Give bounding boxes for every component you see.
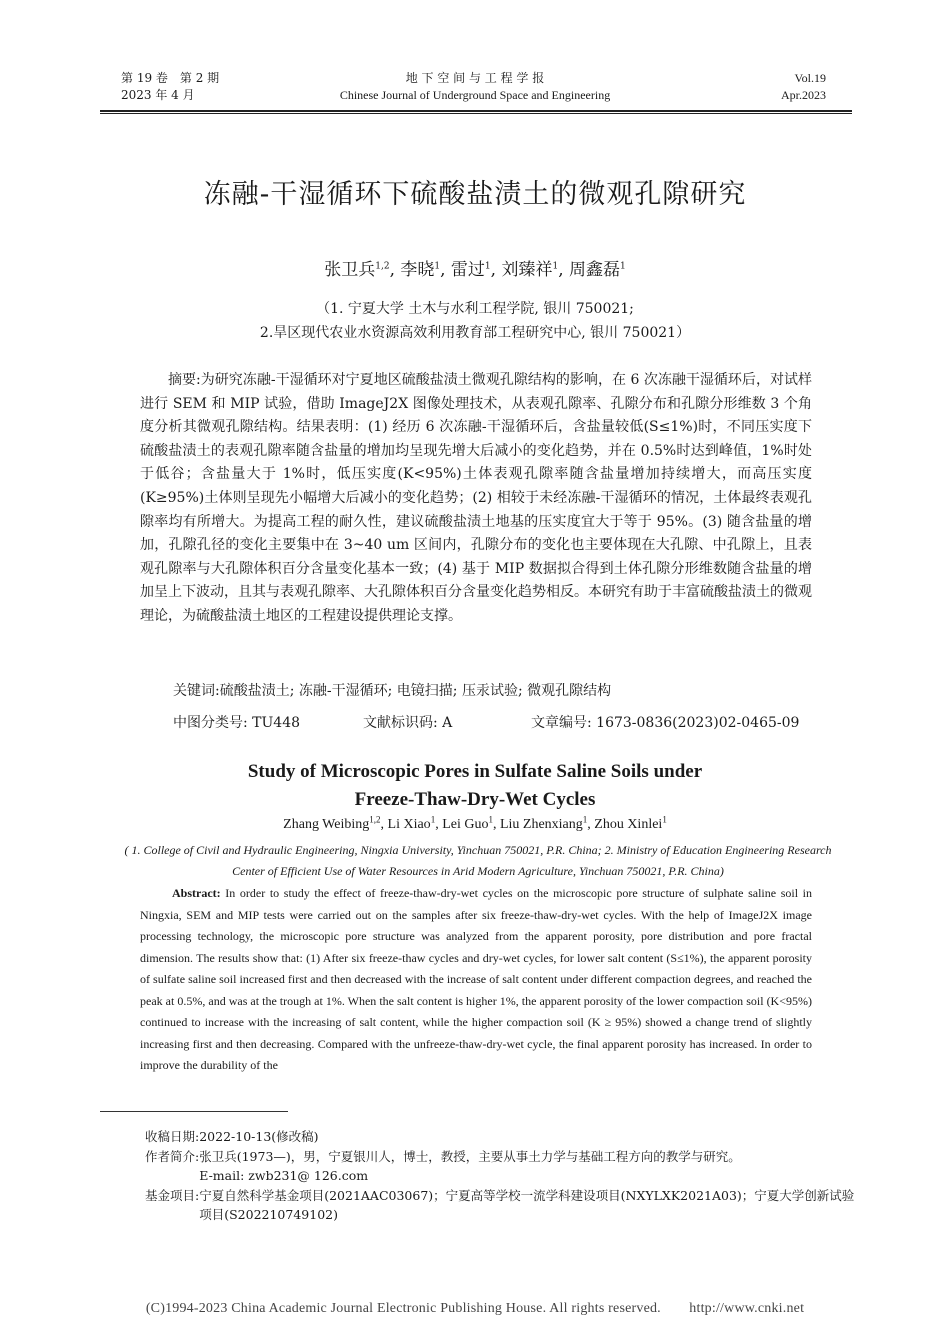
affiliations-en: ( 1. College of Civil and Hydraulic Engineering, Ningxia University, Yinchuan 750021, P.R. China; 2. Ministry of Education Engineering Research Center of Efficient Use of Water Resources in Arid Modern Agriculture, Yinchuan 750021, P.R. China) [124,843,832,878]
volume-issue-cn: 第 19 卷 第 2 期 [121,71,220,85]
author-affil-sup: 1 [552,261,559,272]
author-en: Li Xiao [387,817,431,832]
author-affil-sup: 1,2 [369,814,381,825]
abstract-en-text: In order to study the effect of freeze-thaw-dry-wet cycles on the microscopic pore structure of sulphate saline soil in Ningxia, SEM and MIP tests were carried out on the samples after six freeze-thaw-dry-wet cycles. With the help of ImageJ2X image processing technology, the microscopic pore structure was analyzed from the apparent porosity, pore distribution and pore fractal dimension. The results show that: (1) After six freeze-thaw cycles and dry-wet cycles, for lower salt content (S≤1%), the apparent porosity of sulfate saline soil increased first and then decreased with the increase of salt content under different compaction degrees, and reached the peak at 0.5%, and was at the trough at 1%. When the salt content is higher 1%, the apparent porosity of the lower compaction soil (K<95%) continued to increase with the increasing of salt content, while the higher compaction soil (K ≥ 95%) showed a change trend of slightly increasing first and then decreasing. Compared with the unfreeze-thaw-dry-wet cycle, the final apparent porosity has increased. In order to improve the durability of the [140,886,812,1072]
paper-title-cn: 冻融-干湿循环下硫酸盐渍土的微观孔隙研究 [203,179,747,210]
author-affil-sup: 1,2 [375,261,390,272]
header-rule-thin [100,113,852,114]
author-cn: 李晓 [400,260,435,280]
affiliation-cn-2: 2.旱区现代农业水资源高效利用教育部工程研究中心, 银川 750021） [259,325,691,341]
abstract-cn-text: 为研究冻融-干湿循环对宁夏地区硫酸盐渍土微观孔隙结构的影响，在 6 次冻融干湿循环后，对试样进行 SEM 和 MIP 试验，借助 ImageJ2X 图像处理技术，从表观孔隙率、孔隙分布和孔隙分形维数 3 个角度分析其微观孔隙结构。结果表明：(1) 经历 6 次冻融-干湿循环后，含盐量较低(S≤1%)时，不同压实度下硫酸盐渍土的表观孔隙率随含盐量的增加均呈现先增大后减小的变化趋势，并在 0.5%时达到峰值，1%时处于低谷；含盐量大于 1%时，低压实度(K<95%)土体表观孔隙率随含盐量增加持续增大，而高压实度(K≥95%)土体则呈现先小幅增大后减小的变化趋势；(2) 相较于未经冻融-干湿循环的情况，土体最终表观孔隙率均有所增大。为提高工程的耐久性，建议硫酸盐渍土地基的压实度宜大于等于 95%。(3) 随含盐量的增加，孔隙孔径的变化主要集中在 3~40 um 区间内，孔隙分布的变化也主要体现在大孔隙、中孔隙上，且表观孔隙率与大孔隙体积百分含量变化基本一致；(4) 基于 MIP 数据拟合得到土体孔隙分形维数随含盐量的增加呈上下波动，且其与表观孔隙率、大孔隙体积百分含量变化趋势相反。本研究有助于丰富硫酸盐渍土的微观理论，为硫酸盐渍土地区的工程建设提供理论支撑。 [140,372,812,624]
footnote-received: 收稿日期: 2022-10-13(修改稿) [145,1129,319,1144]
keywords-cn-text: 硫酸盐渍土; 冻融-干湿循环; 电镜扫描; 压汞试验; 微观孔隙结构 [219,683,612,699]
author-en: Zhou Xinlei [594,817,663,832]
copyright-watermark: (C)1994-2023 China Academic Journal Electronic Publishing House. All rights reserved. http://www.cnki.net [145,1301,805,1316]
author-affil-sup: 1 [484,261,491,272]
footnote-funding: 基金项目: 宁夏自然科学基金项目(2021AAC03067)；宁夏高等学校一流学科建设项目(NXYLXK2021A03)；宁夏大学创新试验项目(S202210749102) [145,1187,855,1222]
author-cn: 刘臻祥 [501,260,553,280]
paper-title-en-line2: Freeze-Thaw-Dry-Wet Cycles [354,789,596,810]
date-en: Apr.2023 [781,88,826,102]
footnote-author-bio: 作者简介: 张卫兵(1973—)，男，宁夏银川人，博士，教授，主要从事土力学与基础工程方向的教学与研究。 [145,1148,741,1164]
keywords-cn [173,680,813,700]
keywords-cn-label: 关键词: [173,683,220,699]
author-en: Lei Guo [442,817,489,832]
date-cn: 2023 年 4 月 [121,88,195,102]
author-cn: 雷过 [450,260,485,280]
author-affil-sup: 1 [488,814,493,825]
abstract-cn [140,369,812,629]
author-affil-sup: 1 [582,814,588,825]
affiliation-cn-1: （1. 宁夏大学 土木与水利工程学院, 银川 750021; [316,301,634,317]
clc-number: 中图分类号: TU448 [173,715,301,731]
abstract-cn-label: 摘要: [168,372,201,388]
footnote-email: E-mail: zwb231@ 126.com [199,1168,369,1183]
volume-en: Vol.19 [794,71,826,85]
author-cn: 张卫兵 [324,260,376,280]
footnotes [145,1127,865,1225]
author-cn: 周鑫磊 [569,260,621,280]
header-right [781,70,826,104]
abstract-en-label: Abstract: [172,886,221,900]
footnote-rule [100,1111,288,1112]
author-affil-sup: 1 [430,814,436,825]
journal-name-en: Chinese Journal of Underground Space and Engineering [339,88,611,102]
author-en: Liu Zhenxiang [499,817,583,832]
author-affil-sup: 1 [662,814,667,825]
journal-name-cn: 地 下 空 间 与 工 程 学 报 [405,71,545,85]
article-number: 文章编号: 1673-0836(2023)02-0465-09 [531,715,800,731]
paper-title-en-line1: Study of Microscopic Pores in Sulfate Saline Soils under [247,761,703,782]
abstract-en [140,883,812,1077]
authors-en: Zhang Weibing$^{1,2}$, Li Xiao$^1$, Lei Guo$^1$, Liu Zhenxiang$^1$, Zhou Xinlei$^1$ [283,814,667,832]
author-en: Zhang Weibing [283,817,370,832]
authors-cn: 张卫兵$^{1,2}$, 李晓$^1$, 雷过$^1$, 刘臻祥$^1$, 周鑫磊$^1$ [324,260,626,280]
author-affil-sup: 1 [434,261,441,272]
header-center [250,70,700,104]
header-rule [100,110,852,112]
header-left [121,70,219,104]
author-affil-sup: 1 [620,261,626,272]
document-code: 文献标识码: A [363,715,453,731]
paper-title-en [0,758,950,814]
affiliations-cn [0,297,950,345]
